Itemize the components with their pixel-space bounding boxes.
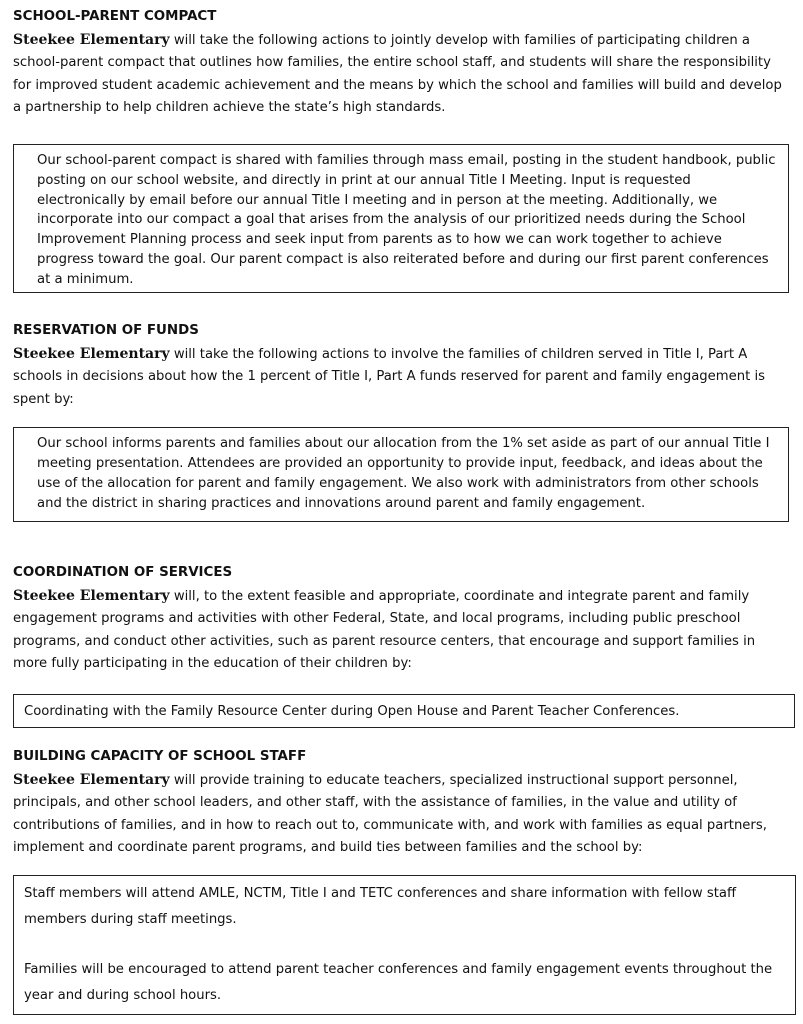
- box-paragraph: Coordinating with the Family Resource Center during Open House and Parent Teacher Conferences.: [24, 704, 680, 719]
- section-school-parent-compact: [13, 8, 788, 119]
- school-name: Steekee Elementary: [13, 32, 170, 48]
- section-heading: RESERVATION OF FUNDS: [13, 323, 199, 338]
- section-intro: [13, 343, 788, 411]
- box-paragraph: Our school-parent compact is shared with families through mass email, posting in the student handbook, public posting on our school website, and directly in print at our annual Title I Meeting. Input is requested electronically by email before our annual Title I meeting and in person at the meeting. Additionally, we incorporate into our compact a goal that arises from the analysis of our prioritized needs during the School Improvement Planning process and seek input from parents as to how we can work together to achieve progress toward the goal. Our parent compact is also reiterated before and during our first parent conferences at a minimum.: [37, 153, 776, 287]
- school-name: Steekee Elementary: [13, 346, 170, 362]
- response-box: [13, 875, 796, 1015]
- intro-text: will provide training to educate teachers, specialized instructional support personnel, principals, and other school leaders, and other staff, with the assistance of families, in the value and utility of contributions of families, and in how to reach out to, communicate with, and work with families as equal partners, implement and coordinate parent programs, and build ties between families and the school by:: [13, 773, 767, 855]
- response-box: [13, 427, 789, 522]
- section-intro: [13, 585, 788, 675]
- section-heading: COORDINATION OF SERVICES: [13, 565, 233, 580]
- section-reservation-of-funds: [13, 322, 788, 411]
- box-paragraph: Our school informs parents and families about our allocation from the 1% set aside as part of our annual Title I meeting presentation. Attendees are provided an opportunity to provide input, feedback, and ideas about the use of the allocation for parent and family engagement. We also work with administrators from other schools and the district in sharing practices and innovations around parent and family engagement.: [37, 436, 770, 511]
- section-building-capacity-of-school-staff: [13, 748, 788, 859]
- section-coordination-of-services: [13, 564, 788, 675]
- intro-text: will, to the extent feasible and appropriate, coordinate and integrate parent and family engagement programs and activities with other Federal, State, and local programs, including public preschool programs, and conduct other activities, such as parent resource centers, that encourage and support families in more fully participating in the education of their children by:: [13, 589, 756, 671]
- school-name: Steekee Elementary: [13, 772, 170, 788]
- box-paragraph: Staff members will attend AMLE, NCTM, Title I and TETC conferences and share information with fellow staff members during staff meetings.: [24, 886, 737, 927]
- response-box: [13, 144, 789, 293]
- section-intro: [13, 769, 788, 859]
- response-box: [13, 694, 795, 728]
- section-heading: BUILDING CAPACITY OF SCHOOL STAFF: [13, 749, 307, 764]
- intro-text: will take the following actions to involve the families of children served in Title I, Part A schools in decisions about how the 1 percent of Title I, Part A funds reserved for parent and family engagement is spent by:: [13, 347, 765, 407]
- school-name: Steekee Elementary: [13, 588, 170, 604]
- intro-text: will take the following actions to jointly develop with families of participating children a school-parent compact that outlines how families, the entire school staff, and students will share the responsibility for improved student academic achievement and the means by which the school and families will build and develop a partnership to help children achieve the state’s high standards.: [13, 33, 782, 115]
- section-intro: [13, 29, 788, 119]
- box-paragraph: Families will be encouraged to attend parent teacher conferences and family engagement events throughout the year and during school hours.: [24, 962, 773, 1003]
- section-heading: SCHOOL-PARENT COMPACT: [13, 9, 217, 24]
